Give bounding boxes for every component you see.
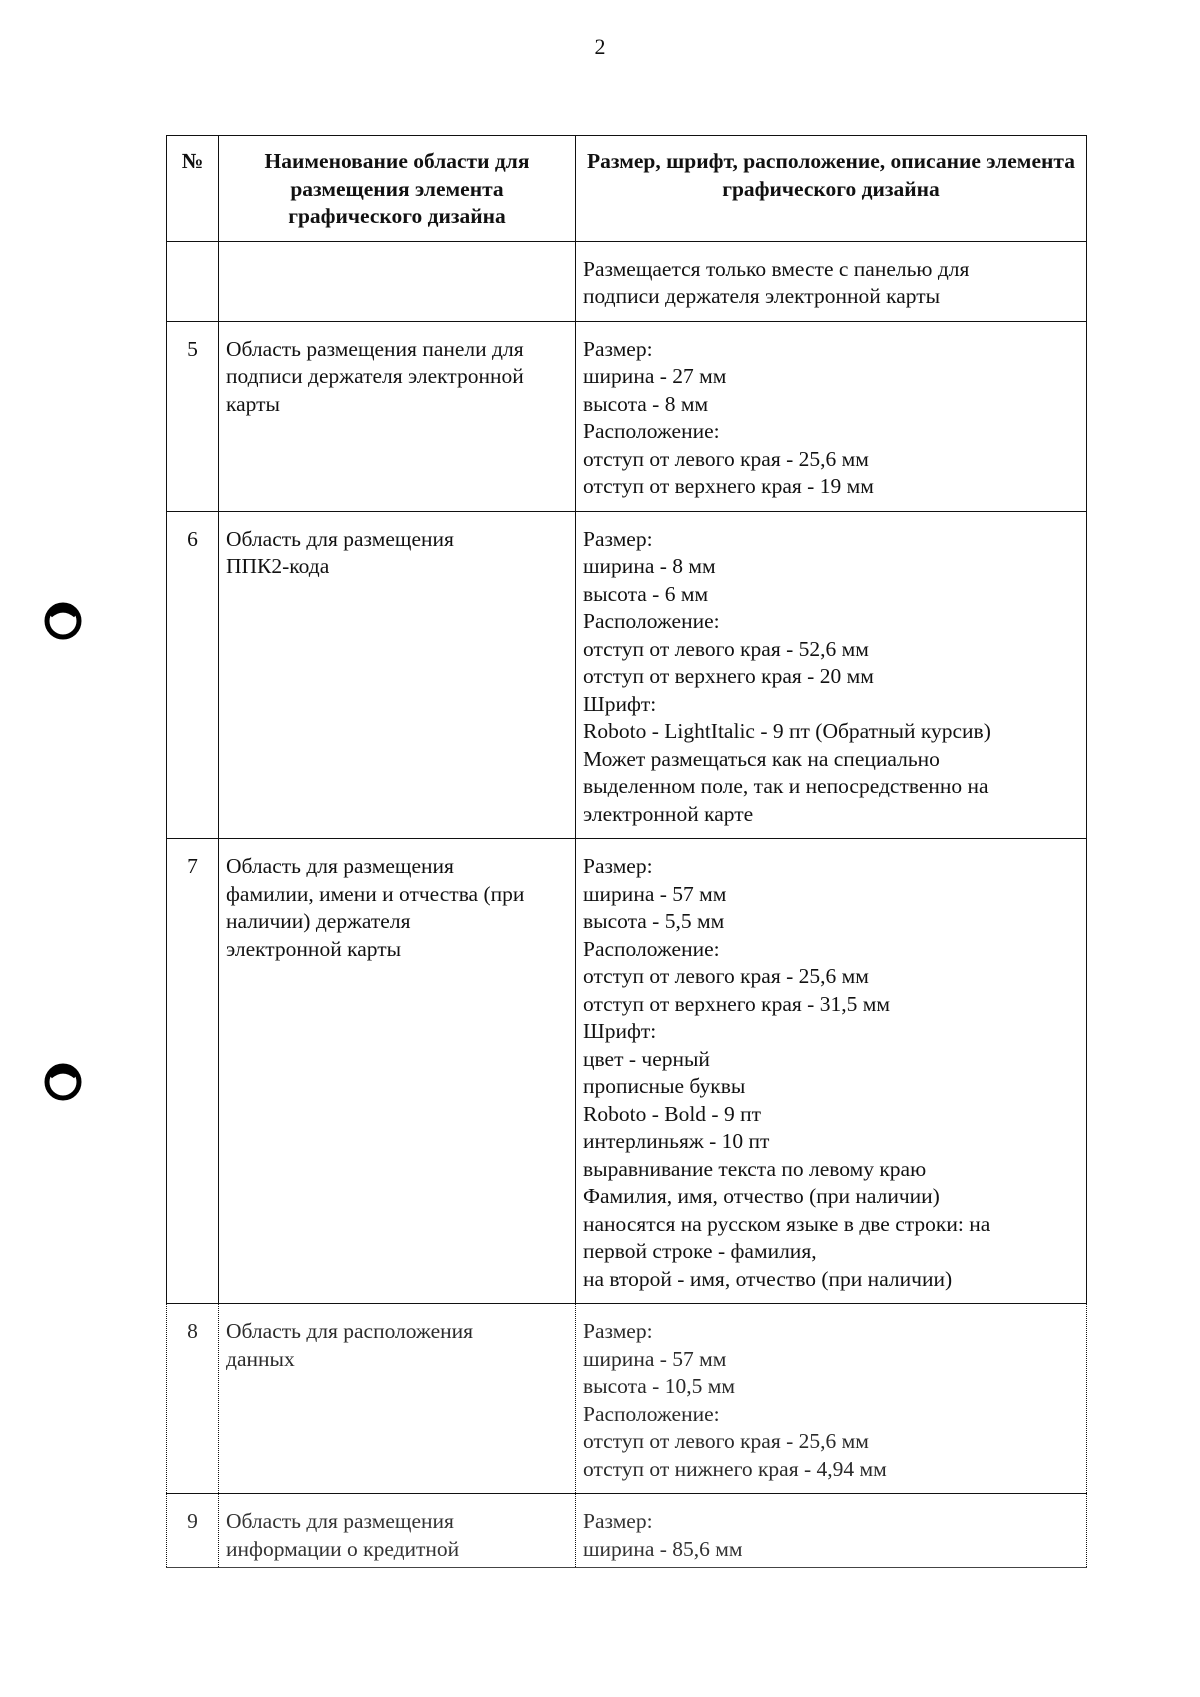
row-number: 7	[167, 839, 219, 1304]
name-line: данных	[226, 1346, 295, 1371]
punch-hole-icon	[44, 602, 82, 640]
row-number	[167, 241, 219, 321]
description-line: отступ от нижнего края - 4,94 мм	[583, 1456, 887, 1481]
description-line: Расположение:	[583, 609, 720, 633]
description-line: подписи держателя электронной карты	[583, 284, 941, 308]
description-line: электронной карте	[583, 801, 754, 826]
name-line: наличии) держателя	[226, 909, 411, 933]
row-area-name	[219, 511, 576, 839]
description-line: Размер:	[583, 854, 653, 878]
description-line: Roboto - LightItalic - 9 пт (Обратный курсив)	[583, 719, 991, 743]
description-line: Размещается только вместе с панелью для	[583, 256, 970, 281]
row-area-name	[219, 1304, 576, 1494]
description-line: ширина - 27 мм	[583, 364, 727, 388]
row-area-name	[219, 241, 576, 321]
table-row	[167, 1304, 1087, 1494]
header-line: элемента графического дизайна	[722, 149, 1075, 201]
header-line: размещения элемента	[290, 176, 504, 201]
header-line: Наименование области для	[264, 149, 530, 173]
design-elements-table	[166, 135, 1087, 1568]
description-line: высота - 8 мм	[583, 391, 709, 416]
description-line: Шрифт:	[583, 1019, 657, 1043]
page-number: 2	[594, 34, 606, 59]
description-line: Расположение:	[583, 936, 720, 961]
description-line: Фамилия, имя, отчество (при наличии)	[583, 1184, 940, 1208]
description-line: Шрифт:	[583, 691, 657, 716]
description-line: высота - 6 мм	[583, 581, 709, 606]
name-line: электронной карты	[226, 936, 402, 961]
row-description	[576, 511, 1087, 839]
description-line: цвет - черный	[583, 1046, 710, 1071]
table-header-row	[167, 136, 1087, 242]
name-line: Область для расположения	[226, 1319, 474, 1343]
description-line: высота - 5,5 мм	[583, 909, 725, 933]
description-line: ширина - 8 мм	[583, 554, 716, 578]
name-line: подписи держателя электронной	[226, 364, 524, 388]
description-line: выравнивание текста по левому краю	[583, 1156, 927, 1181]
table-row	[167, 321, 1087, 511]
name-line: Область для размещения	[226, 854, 454, 878]
table-row	[167, 511, 1087, 839]
row-number: 9	[167, 1494, 219, 1568]
description-line: Roboto - Bold - 9 пт	[583, 1101, 761, 1126]
row-description	[576, 839, 1087, 1304]
header-line: Размер, шрифт, расположение, описание	[587, 149, 981, 173]
description-line: отступ от левого края - 52,6 мм	[583, 636, 869, 661]
description-line: отступ от верхнего края - 31,5 мм	[583, 991, 890, 1016]
description-line: интерлиньяж - 10 пт	[583, 1129, 770, 1153]
description-line: Расположение:	[583, 419, 720, 443]
description-line: ширина - 57 мм	[583, 1346, 727, 1371]
description-line: Может размещаться как на специально	[583, 746, 940, 771]
row-area-name	[219, 1494, 576, 1568]
description-line: прописные буквы	[583, 1074, 746, 1098]
table-row	[167, 839, 1087, 1304]
description-line: ширина - 57 мм	[583, 881, 727, 906]
column-header-number: №	[167, 136, 219, 242]
description-line: на второй - имя, отчество (при наличии)	[583, 1266, 953, 1291]
description-line: первой строке - фамилия,	[583, 1239, 817, 1263]
name-line: фамилии, имени и отчества (при	[226, 881, 525, 906]
name-line: карты	[226, 391, 280, 416]
description-line: выделенном поле, так и непосредственно на	[583, 774, 989, 798]
row-area-name	[219, 839, 576, 1304]
description-line: Размер:	[583, 336, 653, 361]
name-line: Область для размещения	[226, 1509, 454, 1533]
row-description	[576, 1494, 1087, 1568]
row-description	[576, 241, 1087, 321]
row-area-name	[219, 321, 576, 511]
row-number: 6	[167, 511, 219, 839]
table-row	[167, 1494, 1087, 1568]
description-line: Размер:	[583, 1319, 653, 1343]
punch-hole-icon	[44, 1063, 82, 1101]
name-line: ППК2-кода	[226, 554, 330, 578]
row-number: 5	[167, 321, 219, 511]
table-row	[167, 241, 1087, 321]
column-header-name	[219, 136, 576, 242]
description-line: отступ от верхнего края - 20 мм	[583, 664, 874, 688]
description-line: отступ от левого края - 25,6 мм	[583, 446, 869, 471]
description-line: ширина - 85,6 мм	[583, 1536, 743, 1561]
row-number: 8	[167, 1304, 219, 1494]
description-line: отступ от верхнего края - 19 мм	[583, 474, 874, 498]
name-line: Область размещения панели для	[226, 336, 524, 361]
description-line: отступ от левого края - 25,6 мм	[583, 1429, 869, 1453]
name-line: информации о кредитной	[226, 1536, 460, 1561]
row-description	[576, 321, 1087, 511]
description-line: Размер:	[583, 526, 653, 551]
description-line: отступ от левого края - 25,6 мм	[583, 964, 869, 988]
name-line: Область для размещения	[226, 526, 454, 551]
description-line: Размер:	[583, 1509, 653, 1533]
description-line: Расположение:	[583, 1401, 720, 1426]
header-line: графического дизайна	[288, 204, 506, 228]
description-line: наносятся на русском языке в две строки: на	[583, 1211, 991, 1236]
row-description	[576, 1304, 1087, 1494]
column-header-description	[576, 136, 1087, 242]
description-line: высота - 10,5 мм	[583, 1374, 735, 1398]
